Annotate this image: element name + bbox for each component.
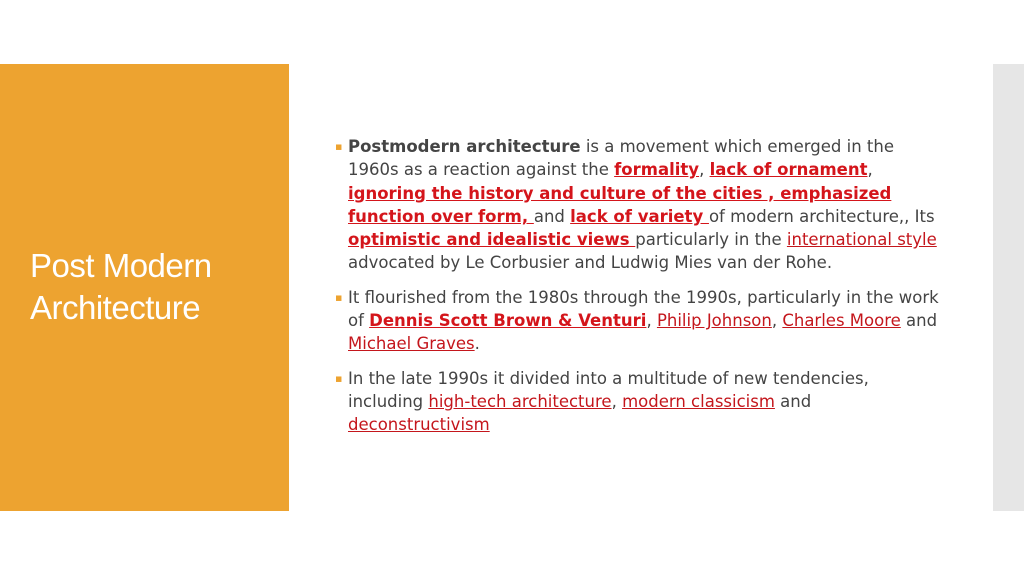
slide-title-line1: Post Modern bbox=[30, 247, 212, 284]
bullet-dot-icon: ▪ bbox=[335, 140, 343, 153]
text-segment: advocated by Le Corbusier and Ludwig Mies van der Rohe. bbox=[348, 253, 833, 273]
text-segment: , bbox=[771, 311, 783, 331]
link-optimistic-views[interactable]: optimistic and idealistic views bbox=[348, 230, 636, 250]
link-formality[interactable]: formality bbox=[614, 160, 700, 180]
bullet-dot-icon: ▪ bbox=[335, 371, 343, 385]
link-deconstructivism[interactable]: deconstructivism bbox=[348, 415, 490, 435]
link-michael-graves[interactable]: Michael Graves bbox=[348, 334, 475, 354]
link-lack-of-ornament[interactable]: lack of ornament bbox=[709, 160, 868, 180]
link-ignoring-history[interactable]: ignoring the history and culture of the cities , emphasized function over form, bbox=[348, 183, 892, 226]
slide-title-line2: Architecture bbox=[30, 289, 201, 326]
text-segment: In the late 1990s it divided into a multitude of new tendencies, including bbox=[348, 368, 869, 411]
text-segment: , bbox=[611, 391, 623, 411]
text-segment: and bbox=[533, 206, 571, 226]
link-dennis-scott-brown-venturi[interactable]: Dennis Scott Brown & Venturi bbox=[369, 311, 647, 331]
slide-title bbox=[30, 245, 280, 329]
list-item bbox=[333, 135, 943, 275]
link-international-style[interactable]: international style bbox=[786, 230, 937, 250]
text-segment: , bbox=[699, 160, 710, 180]
text-segment: , bbox=[646, 311, 657, 331]
link-philip-johnson[interactable]: Philip Johnson bbox=[656, 311, 772, 331]
bullet-dot-icon: ▪ bbox=[335, 290, 343, 304]
list-item bbox=[333, 367, 943, 437]
scrollbar[interactable] bbox=[993, 64, 1024, 511]
link-lack-of-variety[interactable]: lack of variety bbox=[570, 206, 709, 226]
list-item bbox=[333, 286, 943, 356]
text-segment: , bbox=[867, 160, 873, 180]
term-postmodern: Postmodern architecture bbox=[348, 137, 581, 156]
link-high-tech-architecture[interactable]: high-tech architecture bbox=[428, 391, 612, 411]
text-segment: and bbox=[774, 391, 812, 411]
text-segment: of modern architecture,, Its bbox=[708, 206, 935, 226]
link-charles-moore[interactable]: Charles Moore bbox=[782, 311, 901, 331]
text-segment: particularly in the bbox=[635, 230, 787, 250]
bullet-list bbox=[333, 135, 943, 448]
text-segment: is a movement which emerged in the 1960s as a reaction against the bbox=[348, 137, 894, 180]
text-segment: It flourished from the 1980s through the 1990s, particularly in the work of bbox=[348, 287, 939, 331]
link-modern-classicism[interactable]: modern classicism bbox=[622, 391, 775, 411]
text-segment: . bbox=[474, 334, 480, 354]
text-segment: and bbox=[900, 311, 938, 331]
